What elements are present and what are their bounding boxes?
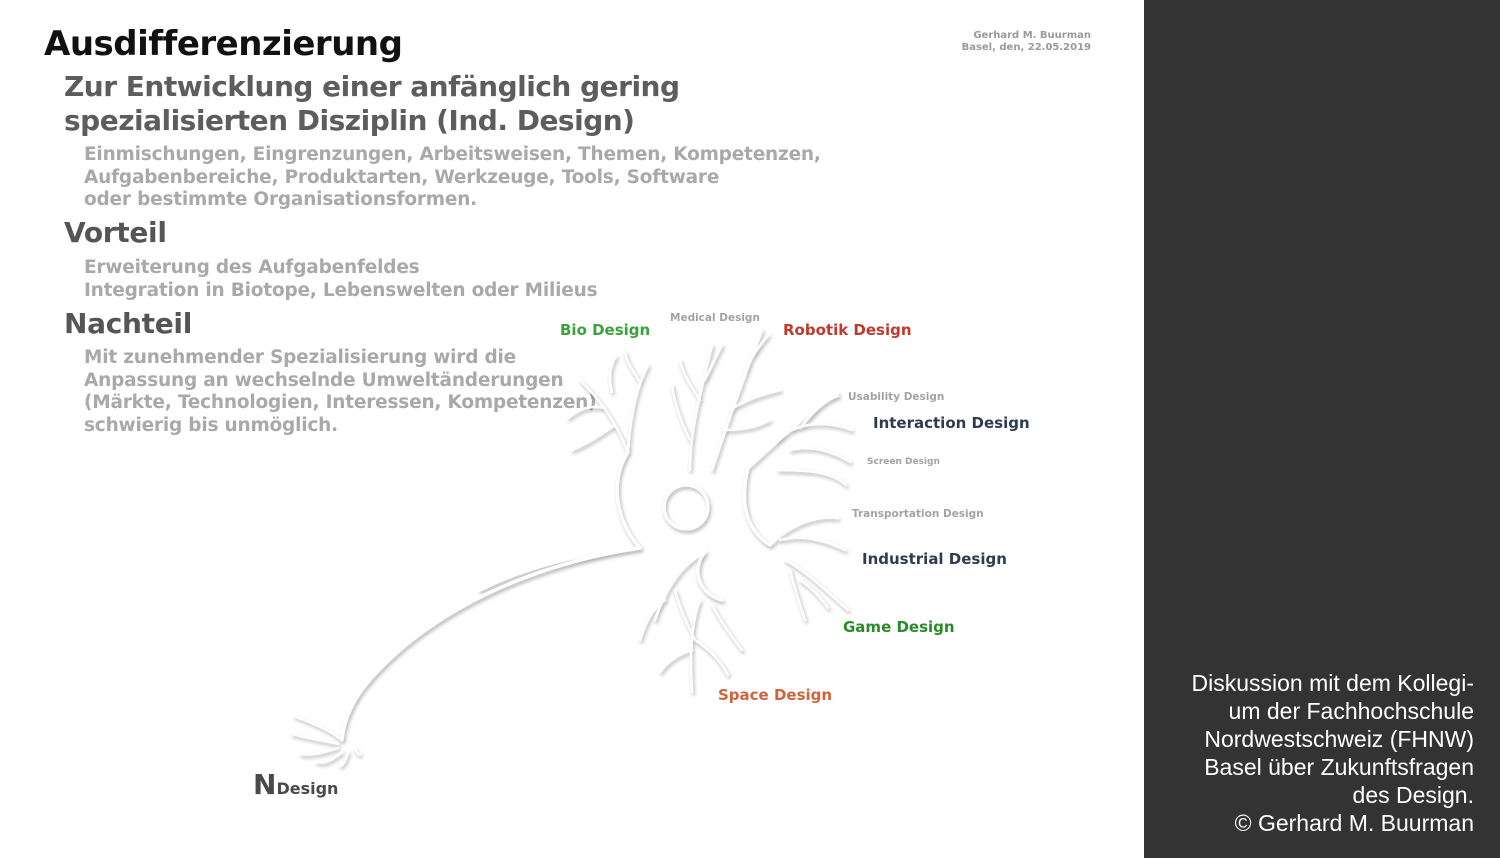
heading-nachteil: Nachteil [64,307,193,340]
slide-title: Ausdifferenzierung [44,24,403,64]
caption-line: Basel über Zukunftsfragen [1204,754,1474,780]
dendrites-interaction [748,393,852,485]
label-robotik-design: Robotik Design [783,321,912,339]
caption-line: Nordwestschweiz (FHNW) [1204,726,1474,752]
subtitle-line: Zur Entwicklung einer anfänglich gering [64,70,680,103]
intro-line: oder bestimmte Organisationsformen. [84,189,477,210]
label-screen-design: Screen Design [867,457,940,467]
caption-line: des Design. [1352,782,1474,808]
label-industrial-design: Industrial Design [862,550,1007,568]
caption-line: um der Fachhochschule [1228,698,1474,724]
heading-vorteil: Vorteil [64,216,167,249]
nachteil-line: Mit zunehmender Spezialisierung wird die [84,347,517,368]
label-game-design: Game Design [843,618,955,636]
intro-line: Aufgabenbereiche, Produktarten, Werkzeuge, Tools, Software [84,166,720,188]
label-space-design: Space Design [718,686,833,704]
vorteil-line: Integration in Biotope, Lebenswelten oder Milieus [84,279,598,301]
label-interaction-design: Interaction Design [873,414,1030,432]
intro-line: Einmischungen, Eingrenzungen, Arbeitsweisen, Themen, Kompetenzen, [84,144,821,165]
n-design-letter: N [253,768,277,801]
dendrites-bio [568,352,648,452]
side-panel [1144,0,1500,858]
n-design-sub: Design [276,779,339,798]
dendrites-industrial [770,517,848,620]
dendrites-medical [672,330,780,470]
subtitle-line: spezialisierten Disziplin (Ind. Design) [64,104,635,137]
label-usability-design: Usability Design [848,391,945,403]
nachteil-line: schwierig bis unmöglich. [84,414,338,436]
nachteil-line: (Märkte, Technologien, Interessen, Kompetenzen) [84,392,597,413]
dendrites-space [640,552,742,692]
neuron-nucleus [664,485,708,529]
caption-line: © Gerhard M. Buurman [1234,810,1474,836]
author-place-date: Basel, den, 22.05.2019 [961,42,1091,53]
neuron-axon [342,548,640,740]
vorteil-line: Erweiterung des Aufgabenfeldes [84,257,420,278]
label-medical-design: Medical Design [670,312,760,324]
caption-line: Diskussion mit dem Kollegi- [1191,670,1474,696]
label-n-design [253,768,338,801]
author-name: Gerhard M. Buurman [973,30,1091,41]
side-caption [1154,669,1474,837]
nachteil-line: Anpassung an wechselnde Umweltänderungen [84,369,564,391]
label-bio-design: Bio Design [560,321,651,339]
axon-terminal [292,716,360,766]
label-transportation-design: Transportation Design [852,508,984,520]
